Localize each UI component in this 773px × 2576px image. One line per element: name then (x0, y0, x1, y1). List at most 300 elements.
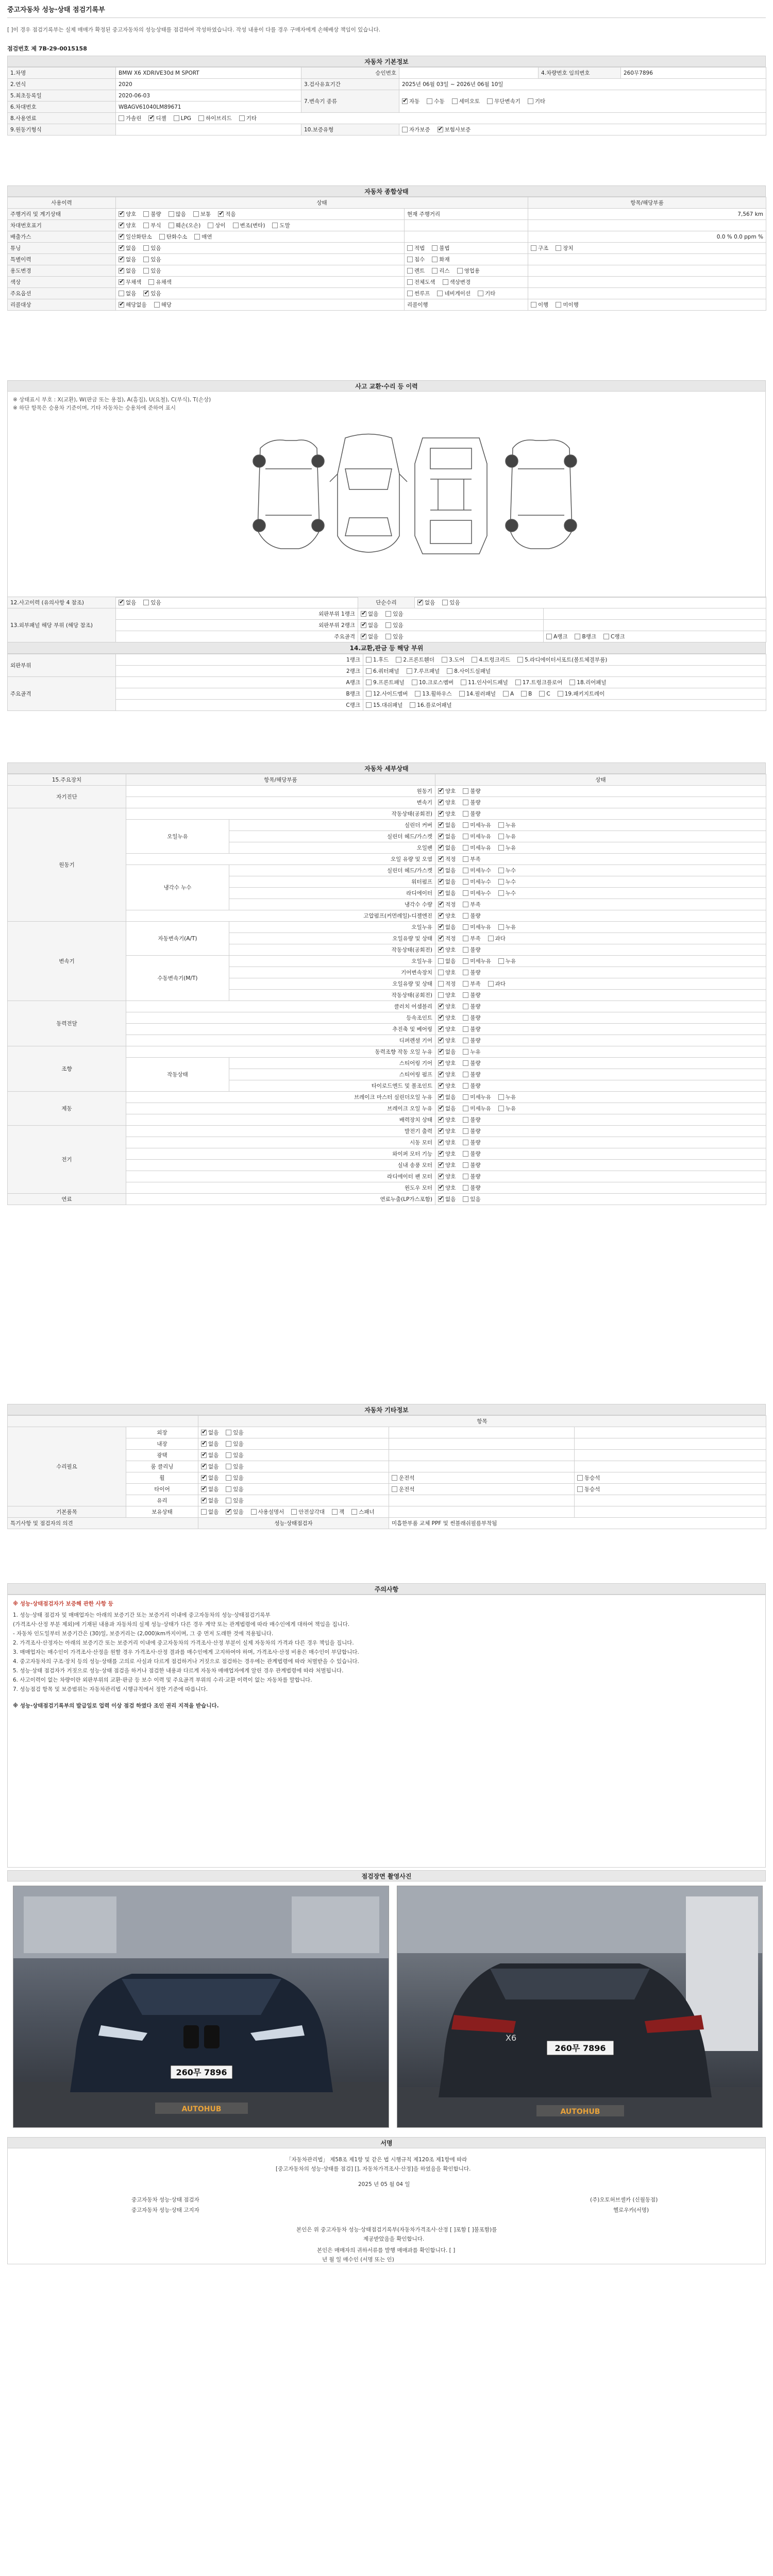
state-option[interactable]: 누유 (498, 833, 516, 840)
checkbox-icon[interactable] (463, 890, 468, 896)
checkbox-icon[interactable] (366, 657, 372, 663)
checkbox-icon[interactable] (218, 211, 224, 217)
checkbox-icon[interactable] (201, 1475, 207, 1481)
general-extra-option[interactable]: 영업용 (457, 267, 480, 275)
general-extra-option[interactable]: 장치 (556, 244, 573, 252)
general-option[interactable]: 보통 (193, 210, 211, 218)
checkbox-icon[interactable] (415, 691, 421, 697)
state-option[interactable]: 미세누유 (463, 1105, 491, 1112)
state-option[interactable]: 불량 (463, 969, 480, 976)
general-extra-option[interactable]: 구조 (531, 244, 548, 252)
general-option[interactable]: ✔ 양호 (119, 210, 136, 218)
state-option[interactable]: ✔ 없음 (438, 923, 456, 931)
general-option[interactable]: ✔ 없음 (119, 256, 136, 263)
checkbox-icon[interactable] (432, 245, 438, 251)
state-option[interactable]: ✔ 양호 (438, 1037, 456, 1044)
checkbox-icon[interactable] (438, 1185, 444, 1191)
fuel-option[interactable]: ✔ 디젤 (148, 114, 166, 122)
checkbox-icon[interactable] (361, 622, 366, 628)
checkbox-icon[interactable] (463, 1196, 468, 1202)
state-option[interactable]: 누유 (498, 1105, 516, 1112)
checkbox-icon[interactable] (201, 1441, 207, 1447)
state-option[interactable]: 누유 (463, 1048, 480, 1056)
state-option[interactable]: 미세누수 (463, 878, 491, 886)
checkbox-icon[interactable] (461, 680, 466, 685)
state-option[interactable]: 미세누유 (463, 1093, 491, 1101)
state-option[interactable]: 불량 (463, 1003, 480, 1010)
general-option[interactable]: 도말 (272, 222, 290, 229)
state-option[interactable]: 불량 (463, 1116, 480, 1124)
checkbox-icon[interactable] (226, 1509, 231, 1515)
part-option[interactable]: 18.리어패널 (569, 679, 606, 686)
checkbox-icon[interactable] (447, 668, 452, 674)
etc-option[interactable]: ✔ 없음 (201, 1474, 219, 1482)
general-option[interactable]: ✔ 무채색 (119, 278, 141, 286)
state-option[interactable]: 불량 (463, 1059, 480, 1067)
checkbox-icon[interactable] (463, 1038, 468, 1043)
checkbox-icon[interactable] (366, 702, 372, 708)
general-extra-option[interactable]: 리스 (432, 267, 449, 275)
checkbox-icon[interactable] (438, 1060, 444, 1066)
etc-option[interactable]: 있음 (226, 1463, 243, 1470)
part-option[interactable]: 6.쿼터패널 (366, 667, 399, 675)
state-option[interactable]: 양호 (438, 969, 456, 976)
state-option[interactable]: 누유 (498, 957, 516, 965)
checkbox-icon[interactable] (575, 634, 580, 639)
etc-option[interactable]: ✔ 없음 (201, 1440, 219, 1448)
etc-option[interactable]: 있음 (226, 1497, 243, 1504)
checkbox-icon[interactable] (226, 1464, 231, 1469)
part-option[interactable]: 7.루프패널 (407, 667, 440, 675)
checkbox-icon[interactable] (463, 1117, 468, 1123)
checkbox-icon[interactable] (407, 279, 413, 285)
fuel-option[interactable]: 하이브리드 (198, 114, 232, 122)
etc-option[interactable]: 스패너 (351, 1508, 374, 1516)
checkbox-icon[interactable] (463, 924, 468, 930)
checkbox-icon[interactable] (463, 913, 468, 919)
state-option[interactable]: 과다 (488, 935, 506, 942)
checkbox-icon[interactable] (488, 981, 494, 987)
checkbox-icon[interactable] (457, 268, 463, 274)
checkbox-icon[interactable] (478, 291, 483, 296)
state-option[interactable]: ✔ 양호 (438, 1184, 456, 1192)
state-option[interactable]: 미세누유 (463, 833, 491, 840)
etc-option[interactable]: 있음 (226, 1474, 243, 1482)
checkbox-icon[interactable] (417, 600, 423, 605)
etc-option[interactable]: ✔ 없음 (201, 1497, 219, 1504)
part-option[interactable]: 12.사이드멤버 (366, 690, 408, 698)
part-option[interactable]: A (503, 691, 514, 697)
checkbox-icon[interactable] (498, 834, 504, 839)
part-option[interactable]: 10.크로스멤버 (412, 679, 453, 686)
state-option[interactable]: ✔ 없음 (438, 1195, 456, 1203)
checkbox-icon[interactable] (463, 845, 468, 851)
checkbox-icon[interactable] (463, 992, 468, 998)
etc-extra-option[interactable]: 동승석 (577, 1474, 600, 1482)
state-option[interactable]: ✔ 없음 (438, 889, 456, 897)
checkbox-icon[interactable] (438, 1174, 444, 1179)
state-option[interactable]: 불량 (463, 1150, 480, 1158)
part-option[interactable]: 14.필러패널 (459, 690, 496, 698)
checkbox-icon[interactable] (463, 1004, 468, 1009)
checkbox-icon[interactable] (143, 268, 149, 274)
state-option[interactable]: 미세누유 (463, 844, 491, 852)
state-option[interactable]: 불량 (463, 1071, 480, 1078)
checkbox-icon[interactable] (438, 1094, 444, 1100)
state-option[interactable]: ✔ 양호 (438, 1071, 456, 1078)
transmission-option[interactable]: 세미오토 (452, 97, 480, 105)
state-option[interactable]: ✔ 양호 (438, 1082, 456, 1090)
checkbox-icon[interactable] (452, 98, 458, 104)
checkbox-icon[interactable] (498, 845, 504, 851)
state-option[interactable]: 불량 (463, 946, 480, 954)
checkbox-icon[interactable] (488, 936, 494, 941)
checkbox-icon[interactable] (498, 879, 504, 885)
general-extra-option[interactable]: 색상변경 (443, 278, 471, 286)
checkbox-icon[interactable] (438, 1196, 444, 1202)
checkbox-icon[interactable] (119, 279, 124, 285)
checkbox-icon[interactable] (438, 822, 444, 828)
etc-option[interactable]: ✔ 없음 (201, 1429, 219, 1436)
etc-option[interactable]: 있음 (226, 1451, 243, 1459)
general-extra-option[interactable]: 이행 (531, 301, 548, 309)
checkbox-icon[interactable] (438, 788, 444, 794)
checkbox-icon[interactable] (463, 1094, 468, 1100)
checkbox-icon[interactable] (438, 1128, 444, 1134)
state-option[interactable]: ✔ 양호 (438, 799, 456, 806)
checkbox-icon[interactable] (174, 115, 179, 121)
state-option[interactable]: ✔ 양호 (438, 946, 456, 954)
checkbox-icon[interactable] (143, 245, 149, 251)
checkbox-icon[interactable] (361, 611, 366, 617)
checkbox-icon[interactable] (201, 1498, 207, 1503)
checkbox-icon[interactable] (438, 1004, 444, 1009)
checkbox-icon[interactable] (438, 1083, 444, 1089)
general-option[interactable]: 있음 (143, 267, 161, 275)
state-option[interactable]: 누수 (498, 878, 516, 886)
checkbox-icon[interactable] (291, 1509, 297, 1515)
part-option[interactable]: 17.트렁크플로어 (515, 679, 563, 686)
checkbox-icon[interactable] (438, 981, 444, 987)
state-option[interactable]: 없음 (438, 957, 456, 965)
state-option[interactable]: 있음 (463, 1195, 480, 1203)
checkbox-icon[interactable] (438, 1015, 444, 1021)
checkbox-icon[interactable] (556, 245, 561, 251)
state-option[interactable]: 불량 (463, 1014, 480, 1022)
checkbox-icon[interactable] (438, 1151, 444, 1157)
part-option[interactable]: 5.라디에이터서포트(볼트체결부품) (517, 656, 607, 664)
state-option[interactable]: 미세누유 (463, 923, 491, 931)
checkbox-icon[interactable] (226, 1475, 231, 1481)
etc-option[interactable]: 있음 (226, 1429, 243, 1436)
state-option[interactable]: 불량 (463, 1184, 480, 1192)
checkbox-icon[interactable] (463, 1060, 468, 1066)
general-extra-option[interactable]: 미이행 (556, 301, 578, 309)
checkbox-icon[interactable] (463, 868, 468, 873)
checkbox-icon[interactable] (143, 291, 149, 296)
state-option[interactable]: ✔ 없음 (438, 878, 456, 886)
checkbox-icon[interactable] (154, 302, 160, 308)
checkbox-icon[interactable] (498, 1094, 504, 1100)
checkbox-icon[interactable] (438, 890, 444, 896)
state-option[interactable]: ✔ 양호 (438, 1150, 456, 1158)
checkbox-icon[interactable] (577, 1475, 583, 1481)
checkbox-icon[interactable] (226, 1441, 231, 1447)
checkbox-icon[interactable] (463, 1015, 468, 1021)
general-option[interactable]: ✔ 양호 (119, 222, 136, 229)
checkbox-icon[interactable] (119, 234, 124, 240)
general-option[interactable]: 유채색 (148, 278, 171, 286)
state-option[interactable]: ✔ 양호 (438, 1014, 456, 1022)
checkbox-icon[interactable] (437, 291, 443, 296)
transmission-option[interactable]: 수동 (427, 97, 444, 105)
checkbox-icon[interactable] (438, 1162, 444, 1168)
checkbox-icon[interactable] (463, 936, 468, 941)
checkbox-icon[interactable] (463, 788, 468, 794)
checkbox-icon[interactable] (459, 691, 465, 697)
state-option[interactable]: 미세누수 (463, 867, 491, 874)
panel-option[interactable]: 있음 (385, 610, 403, 618)
state-option[interactable]: ✔ 양호 (438, 1059, 456, 1067)
checkbox-icon[interactable] (396, 657, 401, 663)
checkbox-icon[interactable] (143, 211, 149, 217)
state-option[interactable]: ✔ 양호 (438, 1116, 456, 1124)
checkbox-icon[interactable] (385, 611, 391, 617)
checkbox-icon[interactable] (119, 302, 124, 308)
state-option[interactable]: 불량 (463, 1173, 480, 1180)
checkbox-icon[interactable] (407, 268, 413, 274)
part-option[interactable]: 19.패키지트레이 (558, 690, 605, 698)
checkbox-icon[interactable] (438, 936, 444, 941)
rank-option[interactable]: A랭크 (546, 633, 567, 640)
etc-extra-option[interactable]: 운전석 (392, 1474, 414, 1482)
part-option[interactable]: C (539, 691, 550, 697)
checkbox-icon[interactable] (442, 657, 447, 663)
checkbox-icon[interactable] (201, 1464, 207, 1469)
fuel-option[interactable]: 가솔린 (119, 114, 141, 122)
checkbox-icon[interactable] (407, 668, 412, 674)
accident-option[interactable]: ✔ 없음 (119, 599, 136, 606)
state-option[interactable]: 과다 (488, 980, 506, 988)
state-option[interactable]: ✔ 없음 (438, 867, 456, 874)
checkbox-icon[interactable] (438, 1117, 444, 1123)
rank-option[interactable]: C랭크 (603, 633, 625, 640)
etc-option[interactable]: ✔ 없음 (201, 1485, 219, 1493)
checkbox-icon[interactable] (169, 211, 174, 217)
checkbox-icon[interactable] (119, 245, 124, 251)
checkbox-icon[interactable] (410, 702, 415, 708)
checkbox-icon[interactable] (463, 970, 468, 975)
accident-option[interactable]: 있음 (143, 599, 161, 606)
checkbox-icon[interactable] (463, 981, 468, 987)
general-extra-option[interactable]: 전체도색 (407, 278, 435, 286)
transmission-option[interactable]: ✔ 자동 (402, 97, 419, 105)
checkbox-icon[interactable] (463, 1140, 468, 1145)
checkbox-icon[interactable] (438, 992, 444, 998)
state-option[interactable]: ✔ 적정 (438, 901, 456, 908)
checkbox-icon[interactable] (438, 856, 444, 862)
checkbox-icon[interactable] (463, 1128, 468, 1134)
checkbox-icon[interactable] (438, 834, 444, 839)
checkbox-icon[interactable] (546, 634, 552, 639)
checkbox-icon[interactable] (463, 834, 468, 839)
etc-option[interactable]: 사용설명서 (251, 1508, 284, 1516)
state-option[interactable]: ✔ 적정 (438, 855, 456, 863)
checkbox-icon[interactable] (392, 1486, 397, 1492)
state-option[interactable]: 불량 (463, 799, 480, 806)
state-option[interactable]: 불량 (463, 1037, 480, 1044)
general-extra-option[interactable]: 기타 (478, 290, 495, 297)
checkbox-icon[interactable] (201, 1430, 207, 1435)
fuel-option[interactable]: 기타 (239, 114, 257, 122)
state-option[interactable]: ✔ 없음 (438, 844, 456, 852)
checkbox-icon[interactable] (119, 223, 124, 228)
checkbox-icon[interactable] (463, 1106, 468, 1111)
checkbox-icon[interactable] (438, 947, 444, 953)
checkbox-icon[interactable] (603, 634, 609, 639)
checkbox-icon[interactable] (366, 680, 372, 685)
part-option[interactable]: 3.도어 (442, 656, 464, 664)
part-option[interactable]: 2.프론트휀더 (396, 656, 434, 664)
checkbox-icon[interactable] (463, 902, 468, 907)
checkbox-icon[interactable] (577, 1486, 583, 1492)
state-option[interactable]: 불량 (463, 1025, 480, 1033)
general-option[interactable]: ✔ 적음 (218, 210, 236, 218)
checkbox-icon[interactable] (531, 302, 536, 308)
checkbox-icon[interactable] (463, 1072, 468, 1077)
checkbox-icon[interactable] (239, 115, 245, 121)
general-extra-option[interactable]: 적법 (407, 244, 425, 252)
checkbox-icon[interactable] (438, 800, 444, 805)
checkbox-icon[interactable] (463, 856, 468, 862)
state-option[interactable]: 불량 (463, 810, 480, 818)
checkbox-icon[interactable] (169, 223, 174, 228)
state-option[interactable]: ✔ 양호 (438, 1139, 456, 1146)
general-extra-option[interactable]: 화재 (432, 256, 449, 263)
state-option[interactable]: ✔ 없음 (438, 1093, 456, 1101)
checkbox-icon[interactable] (148, 115, 154, 121)
state-option[interactable]: 부족 (463, 935, 480, 942)
checkbox-icon[interactable] (498, 924, 504, 930)
etc-extra-option[interactable]: 동승석 (577, 1485, 600, 1493)
checkbox-icon[interactable] (402, 127, 408, 132)
checkbox-icon[interactable] (366, 691, 372, 697)
general-option[interactable]: 불량 (143, 210, 161, 218)
etc-option[interactable]: 안전삼각대 (291, 1508, 325, 1516)
checkbox-icon[interactable] (361, 634, 366, 639)
part-option[interactable]: 11.인사이드패널 (461, 679, 508, 686)
etc-option[interactable]: ✔ 없음 (201, 1451, 219, 1459)
checkbox-icon[interactable] (463, 947, 468, 953)
etc-option[interactable]: 없음 (201, 1508, 219, 1516)
state-option[interactable]: ✔ 적정 (438, 935, 456, 942)
checkbox-icon[interactable] (201, 1452, 207, 1458)
panel-option[interactable]: ✔ 없음 (361, 633, 378, 640)
checkbox-icon[interactable] (463, 1151, 468, 1157)
simple-repair-option[interactable]: ✔ 없음 (417, 599, 435, 606)
checkbox-icon[interactable] (143, 600, 149, 605)
checkbox-icon[interactable] (332, 1509, 338, 1515)
state-option[interactable]: 누유 (498, 1093, 516, 1101)
checkbox-icon[interactable] (569, 680, 575, 685)
checkbox-icon[interactable] (351, 1509, 357, 1515)
checkbox-icon[interactable] (498, 958, 504, 964)
etc-option[interactable]: ✔ 없음 (201, 1463, 219, 1470)
general-option[interactable]: 있음 (143, 244, 161, 252)
checkbox-icon[interactable] (438, 1106, 444, 1111)
checkbox-icon[interactable] (226, 1486, 231, 1492)
checkbox-icon[interactable] (443, 279, 448, 285)
part-option[interactable]: 16.플로어패널 (410, 701, 451, 709)
part-option[interactable]: 1.후드 (366, 656, 389, 664)
checkbox-icon[interactable] (208, 223, 213, 228)
checkbox-icon[interactable] (438, 845, 444, 851)
general-option[interactable]: 많음 (169, 210, 186, 218)
part-option[interactable]: 8.사이드실패널 (447, 667, 491, 675)
checkbox-icon[interactable] (226, 1498, 231, 1503)
general-option[interactable]: 변조(변타) (233, 222, 265, 229)
state-option[interactable]: ✔ 양호 (438, 1161, 456, 1169)
general-option[interactable]: ✔ 없음 (119, 244, 136, 252)
checkbox-icon[interactable] (226, 1430, 231, 1435)
checkbox-icon[interactable] (412, 680, 417, 685)
state-option[interactable]: ✔ 없음 (438, 821, 456, 829)
general-option[interactable]: 부식 (143, 222, 161, 229)
checkbox-icon[interactable] (463, 1083, 468, 1089)
state-option[interactable]: 불량 (463, 787, 480, 795)
part-option[interactable]: 13.휠하우스 (415, 690, 451, 698)
fuel-option[interactable]: LPG (174, 115, 191, 122)
checkbox-icon[interactable] (385, 622, 391, 628)
checkbox-icon[interactable] (503, 691, 509, 697)
checkbox-icon[interactable] (438, 958, 444, 964)
checkbox-icon[interactable] (148, 279, 154, 285)
state-option[interactable]: ✔ 양호 (438, 1025, 456, 1033)
state-option[interactable]: 누유 (498, 844, 516, 852)
checkbox-icon[interactable] (438, 902, 444, 907)
checkbox-icon[interactable] (226, 1452, 231, 1458)
transmission-option[interactable]: 기타 (528, 97, 545, 105)
general-option[interactable]: 해당 (154, 301, 172, 309)
etc-option[interactable]: 있음 (226, 1440, 243, 1448)
etc-option[interactable]: 있음 (226, 1485, 243, 1493)
panel-option[interactable]: ✔ 없음 (361, 621, 378, 629)
checkbox-icon[interactable] (517, 657, 523, 663)
state-option[interactable]: ✔ 양호 (438, 912, 456, 920)
state-option[interactable]: ✔ 양호 (438, 1173, 456, 1180)
checkbox-icon[interactable] (385, 634, 391, 639)
panel-option[interactable]: 있음 (385, 633, 403, 640)
checkbox-icon[interactable] (463, 879, 468, 885)
etc-option[interactable]: 잭 (332, 1508, 344, 1516)
checkbox-icon[interactable] (438, 868, 444, 873)
checkbox-icon[interactable] (392, 1475, 397, 1481)
state-option[interactable]: 적정 (438, 980, 456, 988)
state-option[interactable]: ✔ 없음 (438, 833, 456, 840)
checkbox-icon[interactable] (438, 1072, 444, 1077)
state-option[interactable]: 부족 (463, 855, 480, 863)
state-option[interactable]: 불량 (463, 1127, 480, 1135)
general-extra-option[interactable]: 네비게이션 (437, 290, 470, 297)
checkbox-icon[interactable] (201, 1486, 207, 1492)
checkbox-icon[interactable] (407, 245, 413, 251)
checkbox-icon[interactable] (119, 268, 124, 274)
checkbox-icon[interactable] (272, 223, 278, 228)
state-option[interactable]: 불량 (463, 1082, 480, 1090)
checkbox-icon[interactable] (463, 1049, 468, 1055)
checkbox-icon[interactable] (438, 924, 444, 930)
general-option[interactable]: ✔ 해당없음 (119, 301, 147, 309)
